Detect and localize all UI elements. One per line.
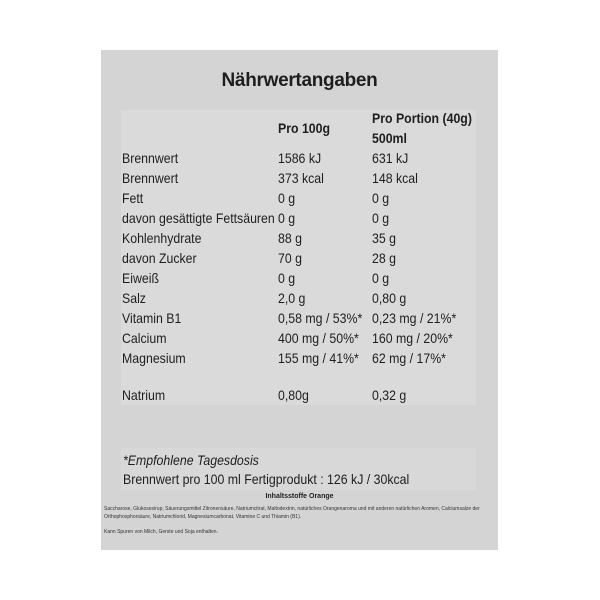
column-header-portion: Pro Portion (40g) bbox=[372, 110, 472, 126]
row-value-portion: 160 mg / 20%* bbox=[372, 330, 453, 346]
row-label: Vitamin B1 bbox=[122, 310, 182, 326]
row-value-portion: 631 kJ bbox=[372, 150, 409, 166]
row-value-per100: 0,58 mg / 53%* bbox=[278, 310, 363, 326]
nutrition-panel bbox=[101, 50, 498, 550]
ingredients-title: Inhaltsstoffe Orange bbox=[265, 493, 334, 500]
row-value-per100: 70 g bbox=[278, 250, 302, 266]
nutrition-table bbox=[121, 110, 476, 405]
footnote-box bbox=[121, 448, 476, 490]
row-value-per100: 0 g bbox=[278, 270, 296, 286]
ingredients-text: Saccharose, Glukosesirup, Säuerungsmittel Zitronensäure, Natriumcitrat, Maltodextrin, natürliches Orangenaroma und mit anderen natürlichen Aromen, Calciumsalze der Orthophosphorsäure, Natriumchlorid, Magnesiumcarbonat, Vitamine C und Thiamin (B1). bbox=[104, 506, 480, 520]
footnote-daily-dose: *Empfohlene Tagesdosis bbox=[123, 452, 259, 468]
row-value-per100: 0 g bbox=[278, 190, 296, 206]
row-label: Brennwert bbox=[122, 170, 179, 186]
row-value-portion: 28 g bbox=[372, 250, 396, 266]
row-value-portion: 0,80 g bbox=[372, 290, 407, 306]
row-value-per100: 155 mg / 41%* bbox=[278, 350, 359, 366]
row-label: davon gesättigte Fettsäuren bbox=[122, 210, 275, 226]
row-value-per100: 88 g bbox=[278, 230, 302, 246]
row-value-per100: 1586 kJ bbox=[278, 150, 322, 166]
row-value-portion: 0 g bbox=[372, 270, 390, 286]
row-value-per100: 0 g bbox=[278, 210, 296, 226]
row-value-per100: 400 mg / 50%* bbox=[278, 330, 359, 346]
column-header-portion-volume: 500ml bbox=[372, 130, 407, 146]
row-value-portion: 148 kcal bbox=[372, 170, 418, 186]
row-label: Salz bbox=[122, 290, 146, 306]
row-label: Magnesium bbox=[122, 350, 186, 366]
row-label: Brennwert bbox=[122, 150, 179, 166]
page-title: Nährwertangaben bbox=[221, 70, 378, 91]
row-label: Calcium bbox=[122, 330, 167, 346]
row-value-portion: 0 g bbox=[372, 210, 390, 226]
row-value-portion: 0,32 g bbox=[372, 387, 407, 403]
allergens-text: Kann Spuren von Milch, Gerste und Soja enthalten. bbox=[104, 529, 218, 535]
row-label: Fett bbox=[122, 190, 144, 206]
column-header-per100: Pro 100g bbox=[278, 120, 331, 136]
row-value-portion: 35 g bbox=[372, 230, 396, 246]
row-value-portion: 62 mg / 17%* bbox=[372, 350, 446, 366]
row-value-per100: 373 kcal bbox=[278, 170, 324, 186]
footnote-energy: Brennwert pro 100 ml Fertigprodukt : 126 kJ / 30kcal bbox=[123, 471, 410, 487]
row-label: Natrium bbox=[122, 387, 166, 403]
row-label: Kohlenhydrate bbox=[122, 230, 202, 246]
row-value-portion: 0,23 mg / 21%* bbox=[372, 310, 457, 326]
row-label: Eiweiß bbox=[122, 270, 159, 286]
row-label: davon Zucker bbox=[122, 250, 197, 266]
row-value-portion: 0 g bbox=[372, 190, 390, 206]
row-value-per100: 0,80g bbox=[278, 387, 309, 403]
row-value-per100: 2,0 g bbox=[278, 290, 306, 306]
